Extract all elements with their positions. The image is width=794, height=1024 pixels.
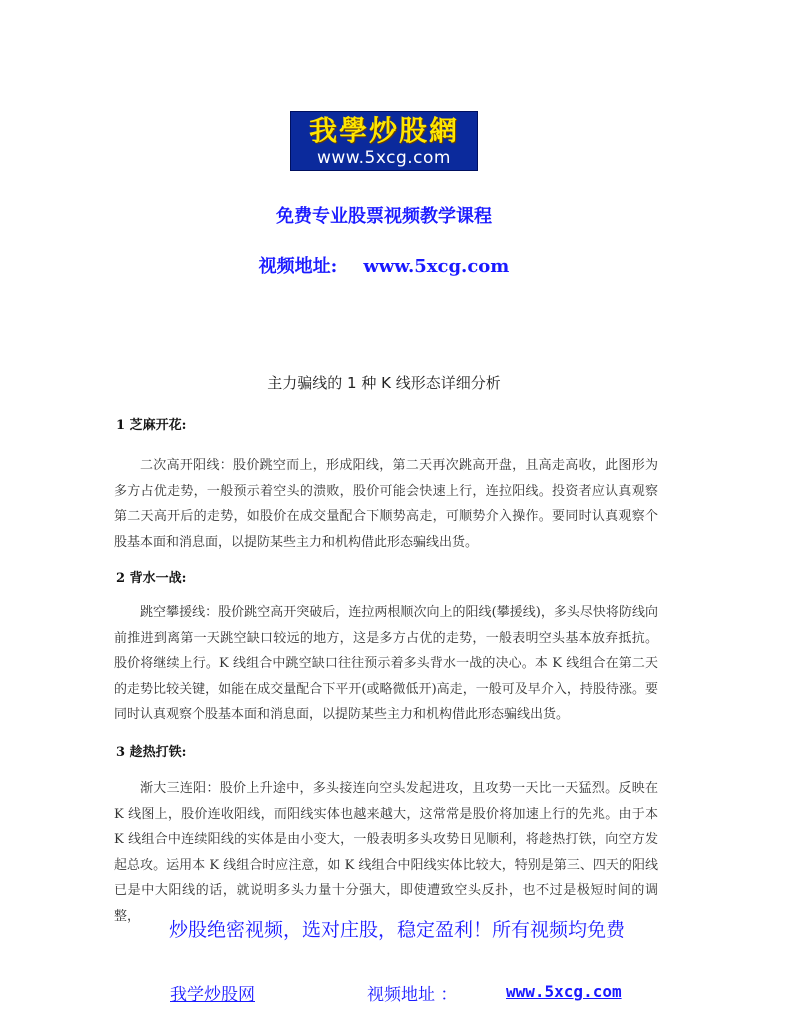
promo-headline: 免费专业股票视频教学课程 (276, 206, 492, 227)
section-body: 二次高开阳线：股价跳空而上，形成阳线，第二天再次跳高开盘，且高走高收，此图形为多方占优走势，一般预示着空头的溃败，股价可能会快速上行，连拉阳线。投资者应认真观察第二天高开后的走势，如股价在成交量配合下顺势高走，可顺势介入操作。要同时认真观察个股基本面和消息面，以提防某些主力和机构借此形态骗线出货。 (114, 458, 658, 550)
footer-video-label: 视频地址 ： (367, 985, 458, 1005)
promo-video-line (0, 252, 768, 278)
section-heading: 2 背水一战: (116, 571, 187, 586)
promo-video-link[interactable]: www.5xcg.com (363, 256, 510, 277)
logo-url: www.5xcg.com (317, 148, 451, 168)
section-body: 渐大三连阳：股价上升途中，多头接连向空头发起进攻，且攻势一天比一天猛烈。反映在 K 线图上，股价连收阳线，而阳线实体也越来越大，这常常是股价将加速上行的先兆。由于本 K 线组合中连续阳线的实体是由小变大，一般表明多头攻势日见顺利，将趁热打铁，向空方发起总攻。运用本 K 线组合时应注意，如 K 线组合中阳线实体比较大，特别是第三、四天的阳线已是中大阳线的话，就说明多头力量十分强大，即使遭致空头反扑，也不过是极短时间的调整， (114, 781, 658, 924)
section-body: 跳空攀援线：股价跳空高开突破后，连拉两根顺次向上的阳线(攀援线)，多头尽快将防线向前推进到离第一天跳空缺口较远的地方，这是多方占优的走势，一般表明空头基本放弃抵抗。股价将继续上行。K 线组合中跳空缺口往往预示着多头背水一战的决心。本 K 线组合在第二天的走势比较关键，如能在成交量配合下平开(或略微低开)高走，一般可及早介入，持股待涨。要同时认真观察个股基本面和消息面，以提防某些主力和机构借此形态骗线出货。 (114, 605, 658, 722)
site-logo (290, 111, 478, 171)
footer-site-link[interactable]: 我学炒股网 (170, 985, 255, 1005)
footer-url-link[interactable]: www.5xcg.com (506, 982, 622, 1001)
section-heading: 3 趁热打铁: (116, 745, 187, 760)
promo-video-label: 视频地址: (258, 256, 338, 277)
promo-slogan: 炒股绝密视频，选对庄股，稳定盈利！所有视频均免费 (168, 919, 625, 941)
section-heading: 1 芝麻开花: (116, 418, 187, 433)
logo-title: 我學炒股網 (308, 114, 459, 147)
document-title: 主力骗线的 1 种 K 线形态详细分析 (267, 374, 501, 392)
